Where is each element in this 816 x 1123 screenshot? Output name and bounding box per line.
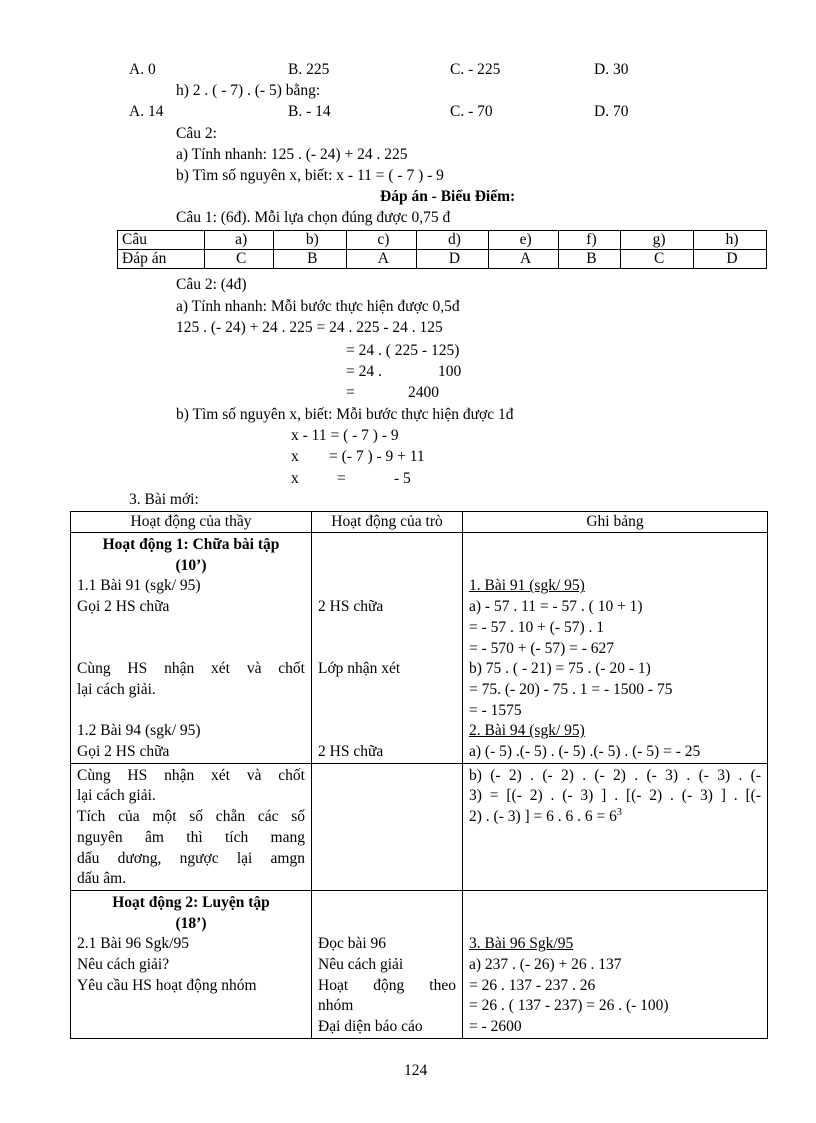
option-d: D. 30 [594, 61, 629, 78]
student-line: Lớp nhận xét [318, 660, 401, 678]
exponent: 3 [616, 806, 622, 818]
answer-title: Đáp án - Biểu Điểm: [380, 188, 516, 205]
board-line: = - 1575 [469, 701, 522, 719]
student-line: nhóm [318, 997, 354, 1015]
teacher-line: dấu âm. [77, 870, 127, 888]
student-cell [312, 763, 463, 890]
student-line [318, 701, 456, 722]
student-line: Đại diện báo cáo [318, 1018, 423, 1036]
teacher-cell [71, 890, 312, 1038]
board-heading: 1. Bài 91 (sgk/ 95) [469, 577, 585, 595]
solution-a-line: 125 . (- 24) + 24 . 225 = 24 . 225 - 24 . 125 [176, 319, 443, 336]
teacher-line: Cùng HS nhận xét và chốt [77, 660, 305, 678]
teacher-line: lại cách giải. [77, 787, 156, 805]
option-c: C. - 225 [450, 61, 501, 78]
student-line [318, 639, 456, 660]
table-cell: B [558, 250, 620, 269]
student-line [318, 914, 456, 935]
solution-b-line: = [337, 470, 346, 487]
student-line [318, 556, 456, 577]
board-line: = - 57 . 10 + (- 57) . 1 [469, 618, 605, 636]
board-heading: 3. Bài 96 Sgk/95 [469, 935, 574, 953]
solution-a-line: 2400 [408, 384, 439, 401]
board-line [469, 556, 761, 577]
solution-b-intro: b) Tìm số nguyên x, biết: Mỗi bước thực hiện được 1đ [176, 406, 514, 423]
teacher-line: Gọi 2 HS chữa [77, 598, 170, 616]
student-line [318, 618, 456, 639]
option-c: C. - 70 [450, 103, 493, 120]
student-line [318, 576, 456, 597]
teacher-line [77, 701, 305, 722]
table-cell: C [205, 250, 274, 269]
header-teacher: Hoạt động của thầy [71, 512, 312, 533]
activity-heading: Hoạt động 2: Luyện tập [112, 893, 270, 911]
option-a: A. 14 [129, 103, 164, 120]
student-line [318, 721, 456, 742]
activity-duration: (10’) [175, 556, 207, 574]
teacher-line: Cùng HS nhận xét và chốt [77, 766, 305, 784]
student-cell [312, 533, 463, 764]
table-cell: A [489, 250, 558, 269]
answer-table-row [118, 250, 767, 269]
board-line: a) - 57 . 11 = - 57 . ( 10 + 1) [469, 598, 643, 616]
teacher-line: dấu dương, ngược lại amgn [77, 849, 305, 867]
table-cell: A [347, 250, 416, 269]
teacher-line: 1.2 Bài 94 (sgk/ 95) [77, 722, 201, 740]
solution-a-line: = 24 . ( 225 - 125) [346, 342, 460, 359]
table-cell: c) [347, 231, 416, 250]
board-line [469, 807, 761, 828]
student-cell [312, 890, 463, 1038]
teacher-line: Nêu cách giải? [77, 956, 170, 974]
table-cell: Đáp án [118, 250, 205, 269]
lesson-table [70, 511, 768, 1039]
option-d: D. 70 [594, 103, 629, 120]
board-cell [463, 890, 768, 1038]
solution-b-line: x [291, 470, 299, 487]
section-heading: 3. Bài mới: [129, 491, 199, 508]
student-line [318, 535, 456, 556]
table-cell: h) [694, 231, 767, 250]
board-line: = 26 . 137 - 237 . 26 [469, 976, 596, 994]
board-text: 2) . (- 3) ] = 6 . 6 . 6 = 6 [469, 808, 617, 826]
table-cell: D [416, 250, 489, 269]
student-line [318, 893, 456, 914]
table-cell: f) [558, 231, 620, 250]
table-cell: a) [205, 231, 274, 250]
teacher-line: Tích của một số chẵn các số [77, 808, 305, 826]
table-cell: B [274, 250, 347, 269]
answer-table [117, 230, 767, 269]
teacher-line: Gọi 2 HS chữa [77, 743, 170, 761]
table-row [71, 763, 768, 890]
cau2-score: Câu 2: (4đ) [176, 276, 247, 293]
activity-heading: Hoạt động 1: Chữa bài tập [102, 536, 280, 553]
board-line: = - 2600 [469, 1018, 522, 1036]
teacher-cell [71, 533, 312, 764]
cau2-part-a: a) Tính nhanh: 125 . (- 24) + 24 . 225 [176, 146, 408, 163]
table-row [71, 890, 768, 1038]
board-line: a) (- 5) .(- 5) . (- 5) .(- 5) . (- 5) = - 25 [469, 743, 701, 761]
activity-duration: (18’) [175, 914, 207, 932]
solution-a-line: 100 [438, 363, 462, 380]
teacher-line: 1.1 Bài 91 (sgk/ 95) [77, 577, 201, 595]
teacher-line: 2.1 Bài 96 Sgk/95 [77, 935, 189, 953]
cau1-score: Câu 1: (6đ). Mỗi lựa chọn đúng được 0,75 đ [176, 209, 451, 226]
lesson-table-header [71, 512, 768, 533]
teacher-line: nguyên âm thì tích mang [77, 828, 305, 846]
board-line: a) 237 . (- 26) + 26 . 137 [469, 956, 622, 974]
student-line: Hoạt động theo [318, 976, 456, 994]
board-line [469, 914, 761, 935]
cau2-title: Câu 2: [176, 125, 217, 142]
board-line: b) 75 . ( - 21) = 75 . (- 20 - 1) [469, 660, 651, 678]
cau2-part-b: b) Tìm số nguyên x, biết: x - 11 = ( - 7 ) - 9 [176, 167, 444, 184]
board-cell [463, 763, 768, 890]
table-cell: d) [416, 231, 489, 250]
teacher-line: lại cách giải. [77, 680, 156, 698]
board-line: 3) = [(- 2) . (- 3) ] . [(- 2) . (- 3) ] . [(- [469, 787, 761, 805]
table-cell: C [621, 250, 694, 269]
table-cell: g) [621, 231, 694, 250]
teacher-line [77, 639, 305, 660]
board-line: = 26 . ( 137 - 237) = 26 . (- 100) [469, 997, 669, 1015]
teacher-line [77, 618, 305, 639]
board-line [469, 535, 761, 556]
table-cell: Câu [118, 231, 205, 250]
board-line: = - 570 + (- 57) = - 627 [469, 639, 615, 657]
student-line [318, 680, 456, 701]
page-number: 124 [404, 1062, 428, 1079]
solution-a-intro: a) Tính nhanh: Mỗi bước thực hiện được 0,5đ [176, 298, 460, 315]
board-line [469, 893, 761, 914]
board-cell [463, 533, 768, 764]
board-heading: 2. Bài 94 (sgk/ 95) [469, 722, 585, 740]
solution-b-line: = (- 7 ) - 9 + 11 [329, 448, 425, 465]
table-cell: e) [489, 231, 558, 250]
teacher-line: Yêu cầu HS hoạt động nhóm [77, 976, 257, 994]
table-cell: b) [274, 231, 347, 250]
board-line: = 75. (- 20) - 75 . 1 = - 1500 - 75 [469, 680, 673, 698]
student-line: 2 HS chữa [318, 743, 384, 761]
question-h: h) 2 . ( - 7) . (- 5) bằng: [176, 82, 321, 99]
solution-b-line: x - 11 = ( - 7 ) - 9 [291, 427, 399, 444]
student-line: Nêu cách giải [318, 956, 404, 974]
solution-b-line: - 5 [394, 470, 411, 487]
student-line: Đọc bài 96 [318, 935, 387, 953]
table-cell: D [694, 250, 767, 269]
answer-table-header [118, 231, 767, 250]
option-b: B. - 14 [288, 103, 331, 120]
solution-a-line: = 24 . [346, 363, 382, 380]
board-line: b) (- 2) . (- 2) . (- 2) . (- 3) . (- 3) . (- [469, 766, 761, 784]
solution-a-line: = [346, 384, 355, 401]
header-board: Ghi bảng [463, 512, 768, 533]
option-a: A. 0 [129, 61, 156, 78]
solution-b-line: x [291, 448, 299, 465]
option-b: B. 225 [288, 61, 330, 78]
table-row [71, 533, 768, 764]
header-student: Hoạt động của trò [312, 512, 463, 533]
teacher-cell [71, 763, 312, 890]
student-line: 2 HS chữa [318, 598, 384, 616]
